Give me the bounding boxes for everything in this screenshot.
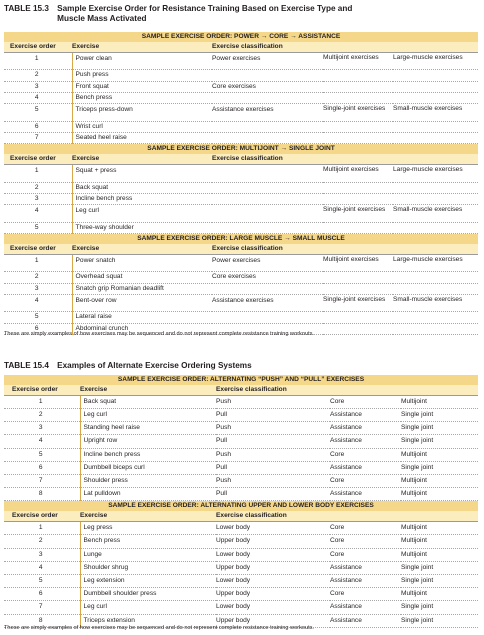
cell-order: 8 <box>4 614 80 627</box>
cell-classification: Push <box>216 422 330 435</box>
cell-order: 5 <box>4 448 80 461</box>
header-exercise: Exercise <box>80 385 216 396</box>
cell-exercise: Incline bench press <box>80 448 216 461</box>
cell-muscle-group: Large-muscle exercises <box>393 254 478 271</box>
table-row <box>4 92 478 103</box>
table-row <box>4 294 478 311</box>
cell-type: Single-joint exercises <box>323 294 393 311</box>
cell-exercise: Bench press <box>72 92 212 103</box>
cell-classification: Lower body <box>216 548 330 561</box>
cell-classification: Push <box>216 448 330 461</box>
table-row <box>4 575 478 588</box>
cell-joint: Single joint <box>401 614 478 627</box>
cell-order: 8 <box>4 488 80 501</box>
cell-type <box>323 222 393 233</box>
cell-exercise: Power clean <box>72 52 212 69</box>
cell-classification: Core exercises <box>212 81 323 92</box>
table-row <box>4 165 478 182</box>
cell-muscle-group: Small-muscle exercises <box>393 104 478 121</box>
cell-classification <box>212 92 323 103</box>
cell-type <box>323 272 393 283</box>
cell-classification <box>212 70 323 81</box>
table-row <box>4 395 478 408</box>
cell-muscle-group <box>393 70 478 81</box>
table-number: TABLE 15.4 <box>4 361 49 370</box>
cell-muscle-group: Large-muscle exercises <box>393 52 478 69</box>
cell-order: 6 <box>4 461 80 474</box>
cell-exercise: Leg extension <box>80 575 216 588</box>
table-row <box>4 81 478 92</box>
cell-type: Assistance <box>330 409 401 422</box>
cell-type: Assistance <box>330 601 401 614</box>
cell-exercise: Standing heel raise <box>80 422 216 435</box>
cell-classification: Pull <box>216 488 330 501</box>
table-row <box>4 588 478 601</box>
header-exercise: Exercise <box>80 511 216 522</box>
cell-exercise: Overhead squat <box>72 272 212 283</box>
cell-exercise: Leg curl <box>80 601 216 614</box>
table-row <box>4 222 478 233</box>
cell-classification: Power exercises <box>212 254 323 271</box>
cell-exercise: Leg curl <box>80 409 216 422</box>
cell-type <box>323 193 393 204</box>
table-row <box>4 104 478 121</box>
table-row <box>4 409 478 422</box>
cell-classification: Push <box>216 475 330 488</box>
table-number: TABLE 15.3 <box>4 4 49 13</box>
cell-classification: Lower body <box>216 601 330 614</box>
cell-order: 7 <box>4 475 80 488</box>
table-row <box>4 535 478 548</box>
cell-joint: Single joint <box>401 561 478 574</box>
cell-exercise: Power snatch <box>72 254 212 271</box>
cell-joint: Single joint <box>401 601 478 614</box>
cell-order: 3 <box>4 81 72 92</box>
cell-muscle-group <box>393 312 478 323</box>
cell-exercise: Shoulder press <box>80 475 216 488</box>
section-band-row <box>4 144 478 154</box>
cell-exercise: Shoulder shrug <box>80 561 216 574</box>
table-row <box>4 488 478 501</box>
table-row <box>4 283 478 294</box>
cell-classification: Push <box>216 395 330 408</box>
table-row <box>4 182 478 193</box>
column-header-row <box>4 385 478 396</box>
cell-joint: Multijoint <box>401 588 478 601</box>
header-exercise-order: Exercise order <box>4 244 72 255</box>
cell-type: Multijoint exercises <box>323 52 393 69</box>
table-row <box>4 475 478 488</box>
cell-order: 6 <box>4 588 80 601</box>
table-row <box>4 548 478 561</box>
header-classification: Exercise classification <box>212 154 478 165</box>
cell-muscle-group <box>393 193 478 204</box>
cell-order: 2 <box>4 409 80 422</box>
column-header-row <box>4 511 478 522</box>
cell-order: 3 <box>4 193 72 204</box>
table-row <box>4 561 478 574</box>
cell-muscle-group <box>393 283 478 294</box>
table-footnote: These are simply examples of how exercises may be sequenced and do not represent complete resistance training workouts. <box>4 625 314 631</box>
cell-exercise: Bench press <box>80 535 216 548</box>
cell-classification <box>212 182 323 193</box>
table-row <box>4 70 478 81</box>
cell-classification: Assistance exercises <box>212 294 323 311</box>
table-row <box>4 422 478 435</box>
header-exercise: Exercise <box>72 154 212 165</box>
cell-exercise: Back squat <box>80 395 216 408</box>
cell-order: 1 <box>4 254 72 271</box>
cell-joint: Single joint <box>401 409 478 422</box>
cell-type: Assistance <box>330 488 401 501</box>
column-header-row <box>4 154 478 165</box>
cell-order: 4 <box>4 435 80 448</box>
cell-classification: Lower body <box>216 575 330 588</box>
header-exercise: Exercise <box>72 244 212 255</box>
cell-exercise: Seated heel raise <box>72 133 212 144</box>
cell-order: 2 <box>4 70 72 81</box>
cell-joint: Single joint <box>401 422 478 435</box>
cell-muscle-group: Large-muscle exercises <box>393 165 478 182</box>
cell-order: 5 <box>4 575 80 588</box>
table-row <box>4 448 478 461</box>
cell-exercise: Dumbbell shoulder press <box>80 588 216 601</box>
cell-order: 2 <box>4 272 72 283</box>
cell-muscle-group <box>393 121 478 132</box>
table-row <box>4 272 478 283</box>
cell-exercise: Front squat <box>72 81 212 92</box>
cell-type: Assistance <box>330 575 401 588</box>
header-exercise-order: Exercise order <box>4 42 72 53</box>
cell-exercise: Snatch grip Romanian deadlift <box>72 283 212 294</box>
cell-joint: Single joint <box>401 435 478 448</box>
cell-order: 7 <box>4 601 80 614</box>
header-exercise-order: Exercise order <box>4 385 80 396</box>
table-row <box>4 121 478 132</box>
cell-classification <box>212 283 323 294</box>
section-band: SAMPLE EXERCISE ORDER: LARGE MUSCLE → SMALL MUSCLE <box>4 234 478 244</box>
cell-type <box>323 121 393 132</box>
section-band-row <box>4 234 478 244</box>
cell-type: Assistance <box>330 461 401 474</box>
table-row <box>4 522 478 535</box>
cell-classification: Upper body <box>216 614 330 627</box>
cell-exercise: Wrist curl <box>72 121 212 132</box>
table-row <box>4 133 478 144</box>
cell-order: 3 <box>4 283 72 294</box>
table-title: Examples of Alternate Exercise Ordering Systems <box>57 361 252 370</box>
cell-muscle-group: Small-muscle exercises <box>393 205 478 222</box>
cell-exercise: Leg curl <box>72 205 212 222</box>
table-row <box>4 312 478 323</box>
cell-type: Assistance <box>330 435 401 448</box>
table-row <box>4 601 478 614</box>
cell-type: Core <box>330 588 401 601</box>
cell-type: Assistance <box>330 422 401 435</box>
cell-type: Assistance <box>330 561 401 574</box>
cell-order: 1 <box>4 52 72 69</box>
cell-type: Core <box>330 522 401 535</box>
cell-classification: Pull <box>216 435 330 448</box>
cell-exercise: Push press <box>72 70 212 81</box>
cell-joint: Multijoint <box>401 448 478 461</box>
cell-order: 3 <box>4 548 80 561</box>
cell-type: Core <box>330 548 401 561</box>
cell-classification <box>212 193 323 204</box>
cell-type <box>323 81 393 92</box>
cell-type: Multijoint exercises <box>323 254 393 271</box>
cell-type <box>323 70 393 81</box>
cell-joint: Multijoint <box>401 548 478 561</box>
cell-exercise: Back squat <box>72 182 212 193</box>
cell-type: Core <box>330 395 401 408</box>
cell-joint: Multijoint <box>401 522 478 535</box>
column-header-row <box>4 244 478 255</box>
cell-order: 3 <box>4 422 80 435</box>
cell-joint: Multijoint <box>401 488 478 501</box>
cell-order: 5 <box>4 222 72 233</box>
cell-classification: Upper body <box>216 535 330 548</box>
cell-order: 5 <box>4 312 72 323</box>
header-exercise-order: Exercise order <box>4 511 80 522</box>
cell-muscle-group: Small-muscle exercises <box>393 294 478 311</box>
cell-exercise: Lat pulldown <box>80 488 216 501</box>
table-row <box>4 435 478 448</box>
cell-classification <box>212 205 323 222</box>
cell-exercise: Triceps press-down <box>72 104 212 121</box>
section-band: SAMPLE EXERCISE ORDER: POWER → CORE → ASSISTANCE <box>4 32 478 42</box>
cell-type: Core <box>330 448 401 461</box>
cell-classification: Upper body <box>216 588 330 601</box>
cell-order: 2 <box>4 535 80 548</box>
cell-exercise: Upright row <box>80 435 216 448</box>
table-row <box>4 193 478 204</box>
cell-order: 1 <box>4 165 72 182</box>
cell-classification: Pull <box>216 461 330 474</box>
cell-type <box>323 283 393 294</box>
cell-exercise: Dumbbell biceps curl <box>80 461 216 474</box>
cell-joint: Single joint <box>401 461 478 474</box>
table-title: Sample Exercise Order for Resistance Training Based on Exercise Type and Muscle Mass Activated <box>57 4 353 23</box>
table-15-4 <box>4 375 478 628</box>
cell-order: 6 <box>4 121 72 132</box>
cell-exercise: Abdominal crunch <box>72 323 212 334</box>
table-row <box>4 254 478 271</box>
cell-type <box>323 92 393 103</box>
header-classification: Exercise classification <box>212 42 478 53</box>
section-band: SAMPLE EXERCISE ORDER: ALTERNATING “PUSH” AND “PULL” EXERCISES <box>4 375 478 385</box>
cell-joint: Multijoint <box>401 475 478 488</box>
cell-classification: Power exercises <box>212 52 323 69</box>
table-footnote: These are simply examples of how exercises may be sequenced and do not represent complete resistance training workouts. <box>4 331 314 337</box>
cell-exercise: Lunge <box>80 548 216 561</box>
cell-exercise: Bent-over row <box>72 294 212 311</box>
table-row <box>4 461 478 474</box>
cell-type: Single-joint exercises <box>323 205 393 222</box>
cell-exercise: Three-way shoulder <box>72 222 212 233</box>
table-row <box>4 205 478 222</box>
cell-exercise: Triceps extension <box>80 614 216 627</box>
cell-classification: Upper body <box>216 561 330 574</box>
cell-classification <box>212 312 323 323</box>
cell-classification <box>212 222 323 233</box>
header-classification: Exercise classification <box>212 244 478 255</box>
cell-order: 5 <box>4 104 72 121</box>
cell-classification <box>212 121 323 132</box>
header-exercise: Exercise <box>72 42 212 53</box>
column-header-row <box>4 42 478 53</box>
cell-muscle-group <box>393 222 478 233</box>
cell-exercise: Squat + press <box>72 165 212 182</box>
table-row <box>4 52 478 69</box>
cell-type <box>323 182 393 193</box>
header-classification: Exercise classification <box>216 511 478 522</box>
cell-order: 2 <box>4 182 72 193</box>
cell-joint: Multijoint <box>401 395 478 408</box>
cell-order: 7 <box>4 133 72 144</box>
cell-muscle-group <box>393 81 478 92</box>
cell-classification: Lower body <box>216 522 330 535</box>
cell-muscle-group <box>393 92 478 103</box>
cell-classification: Pull <box>216 409 330 422</box>
cell-type: Assistance <box>330 614 401 627</box>
cell-type <box>323 133 393 144</box>
cell-muscle-group <box>393 133 478 144</box>
cell-order: 4 <box>4 92 72 103</box>
cell-classification: Assistance exercises <box>212 104 323 121</box>
section-band-row <box>4 375 478 385</box>
table-15-3-caption <box>4 4 474 24</box>
cell-classification <box>212 133 323 144</box>
cell-type <box>323 312 393 323</box>
cell-joint: Single joint <box>401 575 478 588</box>
cell-order: 4 <box>4 294 72 311</box>
section-band: SAMPLE EXERCISE ORDER: ALTERNATING UPPER AND LOWER BODY EXERCISES <box>4 501 478 511</box>
cell-exercise: Leg press <box>80 522 216 535</box>
section-band-row <box>4 501 478 511</box>
cell-classification: Core exercises <box>212 272 323 283</box>
cell-exercise: Lateral raise <box>72 312 212 323</box>
cell-joint: Multijoint <box>401 535 478 548</box>
cell-order: 4 <box>4 561 80 574</box>
section-band-row <box>4 32 478 42</box>
header-exercise-order: Exercise order <box>4 154 72 165</box>
cell-type: Single-joint exercises <box>323 104 393 121</box>
section-band: SAMPLE EXERCISE ORDER: MULTIJOINT → SINGLE JOINT <box>4 144 478 154</box>
cell-type: Core <box>330 475 401 488</box>
cell-muscle-group <box>393 182 478 193</box>
cell-exercise: Incline bench press <box>72 193 212 204</box>
cell-type: Core <box>330 535 401 548</box>
table-15-3 <box>4 32 478 335</box>
cell-type: Multijoint exercises <box>323 165 393 182</box>
cell-classification <box>212 165 323 182</box>
header-classification: Exercise classification <box>216 385 478 396</box>
cell-order: 1 <box>4 522 80 535</box>
cell-order: 4 <box>4 205 72 222</box>
cell-order: 1 <box>4 395 80 408</box>
cell-muscle-group <box>393 272 478 283</box>
table-15-4-caption <box>4 361 474 371</box>
cell-order: 6 <box>4 323 72 334</box>
